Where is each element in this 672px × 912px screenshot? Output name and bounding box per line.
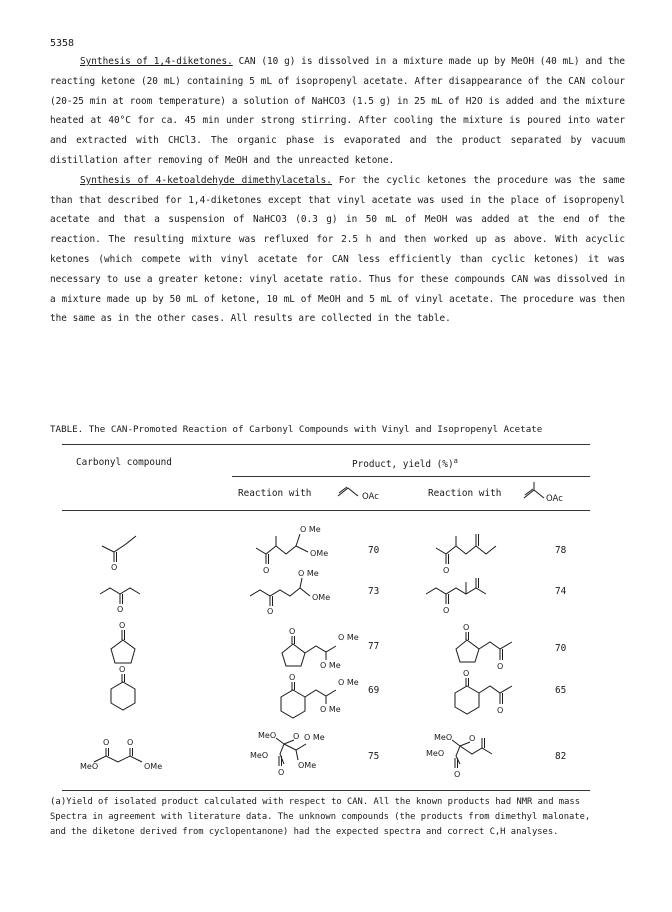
meo-label: MeO: [426, 749, 445, 758]
paragraph-ketoaldehyde: [50, 171, 625, 329]
paragraph-diketones: [50, 52, 625, 171]
isopropenyl-yield-row3: 70: [555, 643, 567, 654]
carbonyl-o-label: O: [293, 732, 300, 741]
header-reaction-isopropenyl: Reaction with: [428, 488, 502, 499]
product-isopropenyl-row1: [432, 524, 502, 574]
footnote-mark: (a): [50, 797, 67, 807]
header-reaction-vinyl: Reaction with: [238, 488, 312, 499]
table-top-rule: [62, 444, 590, 445]
compound-cyclohexanone: [104, 664, 144, 716]
ome-label: OMe: [298, 761, 317, 770]
product-vinyl-row5: [246, 728, 352, 784]
carbonyl-o-label: O: [263, 566, 270, 574]
carbonyl-o-label: O: [289, 627, 296, 636]
carbonyl-o-label: O: [469, 734, 476, 743]
footnote-marker: a: [453, 457, 458, 465]
carbonyl-o-label: O: [119, 665, 126, 674]
ome-label: O Me: [300, 525, 321, 534]
header-product-yield: [352, 457, 458, 470]
carbonyl-o-label: O: [127, 738, 134, 747]
isopropenyl-oac-label: OAc: [546, 494, 563, 504]
vinyl-yield-row1: 70: [368, 545, 380, 556]
carbonyl-o-label: O: [103, 738, 110, 747]
meo-label: MeO: [250, 751, 269, 760]
header-carbonyl-compound: Carbonyl compound: [76, 457, 172, 468]
ome-label: O Me: [338, 678, 359, 687]
isopropenyl-yield-row5: 82: [555, 751, 567, 762]
carbonyl-o-label: O: [454, 770, 461, 779]
product-isopropenyl-row4: [452, 668, 528, 724]
carbonyl-o-label: O: [443, 606, 450, 615]
vinyl-yield-row3: 77: [368, 641, 380, 652]
carbonyl-o-label: O: [463, 623, 470, 632]
isopropenyl-yield-row2: 74: [555, 586, 567, 597]
ome-label: O Me: [320, 705, 341, 714]
carbonyl-o-label: O: [278, 768, 285, 777]
compound-pentanone: [96, 576, 152, 616]
isopropenyl-yield-row1: 78: [555, 545, 567, 556]
isopropenyl-yield-row4: 65: [555, 685, 567, 696]
product-vinyl-row2: [246, 566, 346, 616]
carbonyl-o-label: O: [497, 706, 504, 715]
ome-label: O Me: [304, 733, 325, 742]
product-isopropenyl-row2: [422, 572, 502, 616]
vinyl-yield-row5: 75: [368, 751, 380, 762]
ome-label: O Me: [338, 633, 359, 642]
heading-ketoaldehyde: Synthesis of 4-ketoaldehyde dimethylacetals.: [80, 174, 332, 186]
vinyl-oac-label: OAc: [362, 492, 379, 502]
carbonyl-o-label: O: [267, 607, 274, 616]
meo-label: MeO: [258, 731, 277, 740]
footnote-text: Yield of isolated product calculated with respect to CAN. All the known products had NMR and mass Spectra in agreement with literature data. The unknown compounds (the products from dimethyl malonate, and the diketone derived from cyclopentanone) had the expected spectra and correct C,H analyses.: [50, 797, 591, 837]
product-yield-label: Product, yield (%): [352, 459, 454, 471]
vinyl-yield-row2: 73: [368, 586, 380, 597]
product-isopropenyl-row3: [454, 622, 528, 674]
body-diketones: CAN (10 g) is dissolved in a mixture made up by MeOH (40 mL) and the reacting ketone (20 mL) containing 5 mL of isopropenyl acetate. After disappearance of the CAN colour (20-25 min at room temperature) a solution of NaHCO3 (1.5 g) in 25 mL of H2O is added and the mixture heated at 40°C for ca. 45 min under strong stirring. After cooling the mixture is poured into water and extracted with CHCl3. The organic phase is evaporated and the product separated by vacuum distillation after removing of MeOH and the unreacted ketone.: [50, 56, 625, 166]
carbonyl-o-label: O: [463, 669, 470, 678]
product-span-rule: [232, 476, 590, 477]
page-number: 5358: [50, 38, 75, 49]
meo-label: MeO: [80, 762, 99, 771]
product-vinyl-row4: [278, 672, 370, 726]
product-vinyl-row3: [280, 626, 370, 672]
meo-label: MeO: [434, 733, 453, 742]
vinyl-acetate-structure: [336, 482, 396, 504]
carbonyl-o-label: O: [497, 662, 504, 671]
ome-label: OMe: [310, 549, 329, 558]
ome-label: OMe: [144, 762, 163, 771]
table-bottom-rule: [62, 790, 590, 791]
ome-label: O Me: [298, 569, 319, 578]
heading-diketones: Synthesis of 1,4-diketones.: [80, 56, 233, 67]
carbonyl-o-label: O: [443, 566, 450, 574]
carbonyl-o-label: O: [117, 605, 124, 614]
ome-label: OMe: [312, 593, 331, 602]
header-bottom-rule: [62, 510, 590, 511]
experimental-text: [50, 52, 625, 329]
ome-label: O Me: [320, 661, 341, 670]
compound-dimethyl-malonate: [72, 736, 172, 776]
table-footnote: [50, 795, 610, 839]
product-isopropenyl-row5: [422, 730, 514, 784]
body-ketoaldehyde: For the cyclic ketones the procedure was the same than that described for 1,4-diketones except that vinyl acetate was used in the place of isopropenyl acetate and that a suspension of NaHCO3 (0.3 g) in 50 mL of MeOH was added at the end of the reaction. The resulting mixture was refluxed for 2.5 h and then worked up as above. With acyclic ketones (which compete with vinyl acetate for CAN less efficiently than cyclic ketones) it was necessary to use a greater ketone: vinyl acetate ratio. Thus for these compounds CAN was dissolved in a mixture made up by 50 mL of ketone, 10 mL of MeOH and 5 mL of vinyl acetate. The procedure was then the same as in the other cases. All results are collected in the table.: [50, 174, 625, 325]
carbonyl-o-label: O: [119, 621, 126, 630]
compound-butanone: [96, 522, 146, 570]
table-caption: TABLE. The CAN-Promoted Reaction of Carbonyl Compounds with Vinyl and Isopropenyl Acetate: [50, 424, 543, 435]
isopropenyl-acetate-structure: [522, 480, 584, 506]
vinyl-yield-row4: 69: [368, 685, 380, 696]
carbonyl-o-label: O: [111, 563, 118, 570]
compound-cyclopentanone: [106, 620, 142, 668]
carbonyl-o-label: O: [289, 673, 296, 682]
